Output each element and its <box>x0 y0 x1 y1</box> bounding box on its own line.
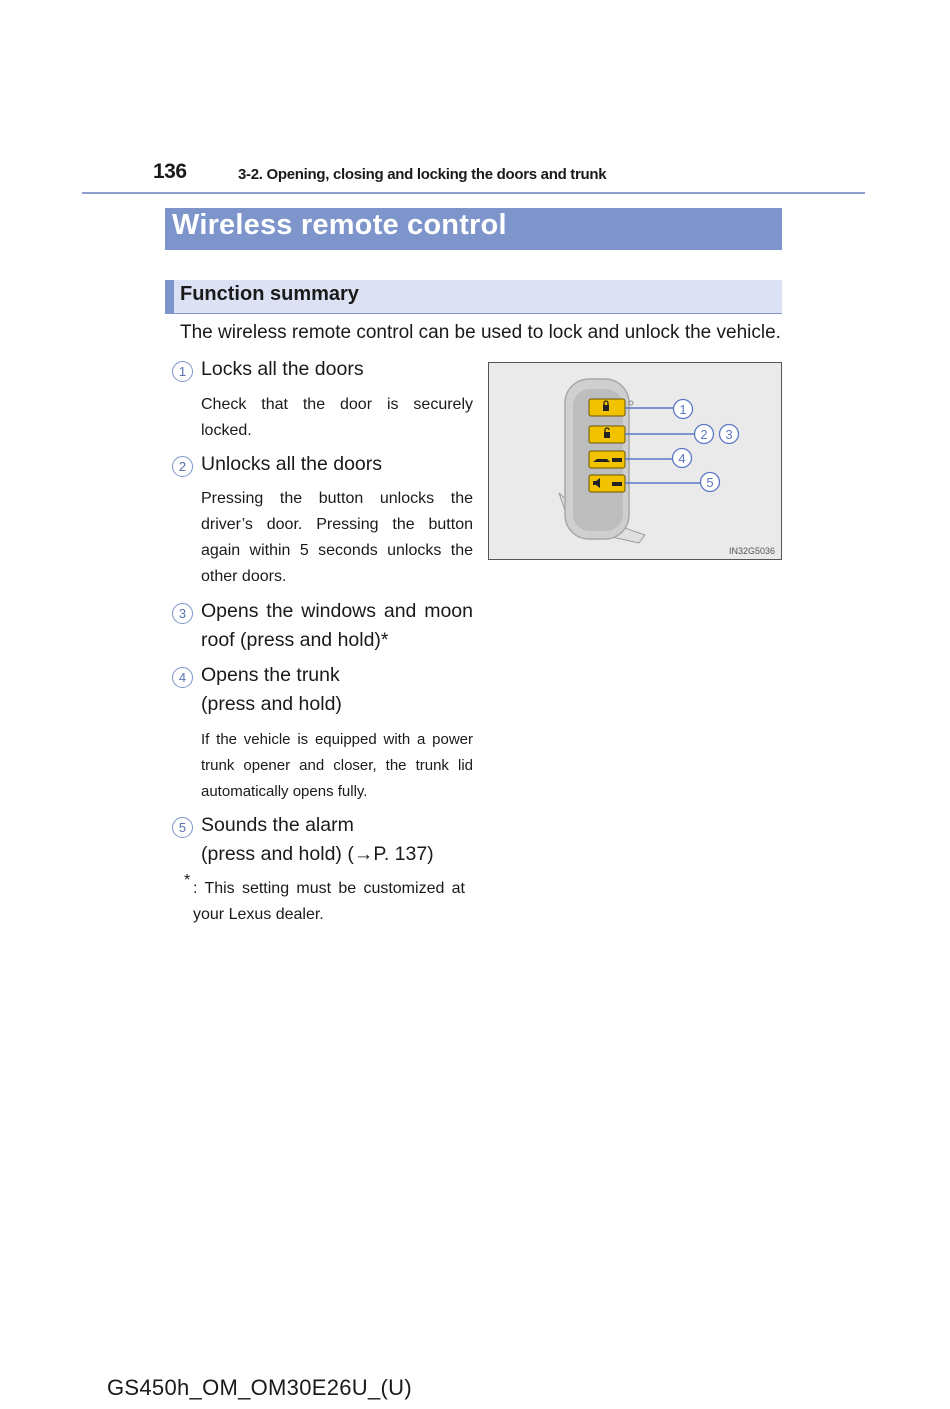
item-heading-2: Unlocks all the doors <box>201 453 383 475</box>
item-heading-3: Opens the windows and moon roof (press and hold)* <box>201 600 473 651</box>
item-heading-5: Sounds the alarm <box>201 814 354 836</box>
svg-text:4: 4 <box>678 451 686 466</box>
subsection-accent-bar <box>165 280 174 313</box>
svg-text:1: 1 <box>679 402 687 417</box>
item-number-2: 2 <box>172 456 193 477</box>
header-divider <box>82 192 865 194</box>
item-description-2: Pressing the button unlocks the driver’s door. Pressing the button again within 5 seconds unlocks the other doors. <box>201 490 473 585</box>
footnote-text: : This setting must be customized at your Lexus dealer. <box>193 880 465 923</box>
footnote-mark: * <box>184 872 191 889</box>
key-fob-illustration <box>488 362 782 560</box>
callout-1 <box>674 400 693 419</box>
item-number-4: 4 <box>172 667 193 688</box>
svg-text:2: 2 <box>700 427 708 442</box>
callout-2 <box>695 425 714 444</box>
intro-paragraph: The wireless remote control can be used to lock and unlock the vehicle. <box>180 322 781 343</box>
lock-glyph-icon <box>603 405 609 411</box>
item-number-3: 3 <box>172 603 193 624</box>
svg-text:5: 5 <box>706 475 714 490</box>
item-description-4: If the vehicle is equipped with a power trunk opener and closer, the trunk lid automatically opens fully. <box>201 731 473 800</box>
page-number: 136 <box>153 160 187 183</box>
document-code-footer: GS450h_OM_OM30E26U_(U) <box>107 1375 412 1400</box>
page-title: Wireless remote control <box>172 209 507 241</box>
item-number-5: 5 <box>172 817 193 838</box>
callout-4 <box>673 449 692 468</box>
subsection-title: Function summary <box>180 283 359 305</box>
illustration-code: IN32G5036 <box>728 546 775 556</box>
item-heading-5-line2: (press and hold) (→P. 137) <box>201 843 434 865</box>
item-number-1: 1 <box>172 361 193 382</box>
item-heading-1: Locks all the doors <box>201 358 364 380</box>
callout-5 <box>701 473 720 492</box>
section-breadcrumb: 3-2. Opening, closing and locking the doors and trunk <box>238 166 607 183</box>
item-description-1: Check that the door is securely locked. <box>201 396 473 439</box>
key-fob-drawing <box>489 363 781 559</box>
item-heading-4: Opens the trunk <box>201 664 340 686</box>
callout-3 <box>720 425 739 444</box>
svg-text:3: 3 <box>725 427 733 442</box>
unlock-glyph-icon <box>604 432 610 438</box>
subsection-underline <box>165 313 782 314</box>
item-heading-4-line2: (press and hold) <box>201 693 342 715</box>
